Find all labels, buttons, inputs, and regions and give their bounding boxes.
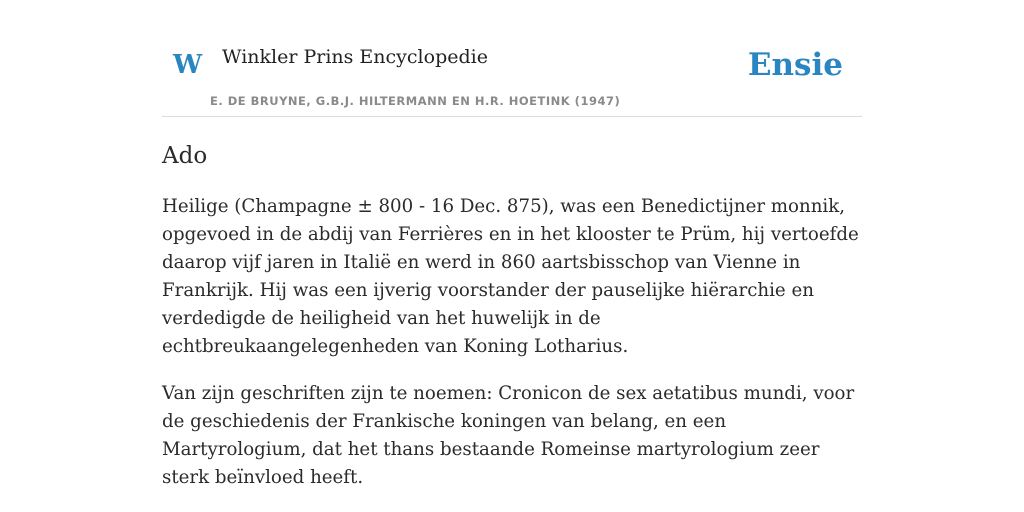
article-paragraph: Van zijn geschriften zijn te noemen: Cronicon de sex aetatibus mundi, voor de geschiedenis der Frankische koningen van belang, en een Martyrologium, dat het thans bestaande Romeinse martyrologium zeer sterk beïnvloed heeft. [162, 382, 855, 488]
page-container [162, 0, 862, 492]
authors-line: E. DE BRUYNE, G.B.J. HILTERMANN EN H.R. HOETINK (1947) [210, 94, 621, 108]
article-title: Ado [162, 143, 208, 169]
article [162, 143, 862, 492]
page-header [162, 0, 862, 117]
encyclopedia-title-link[interactable]: Winkler Prins Encyclopedie [222, 46, 488, 68]
ensie-logo-link[interactable]: Ensie [747, 47, 843, 83]
article-paragraph: Heilige (Champagne ± 800 - 16 Dec. 875), was een Benedictijner monnik, opgevoed in de abdij van Ferrières en in het klooster te Prüm, hij vertoefde daarop vijf jaren in Italië en werd in 860 aartsbisschop van Vienne in Frankrijk. Hij was een ijverig voorstander der pauselijke hiërarchie en verdedigde de heiligheid van het huwelijk in de echtbreukaangelegenheden van Koning Lotharius. [162, 195, 859, 357]
encyclopedia-logo[interactable]: W [173, 50, 203, 80]
